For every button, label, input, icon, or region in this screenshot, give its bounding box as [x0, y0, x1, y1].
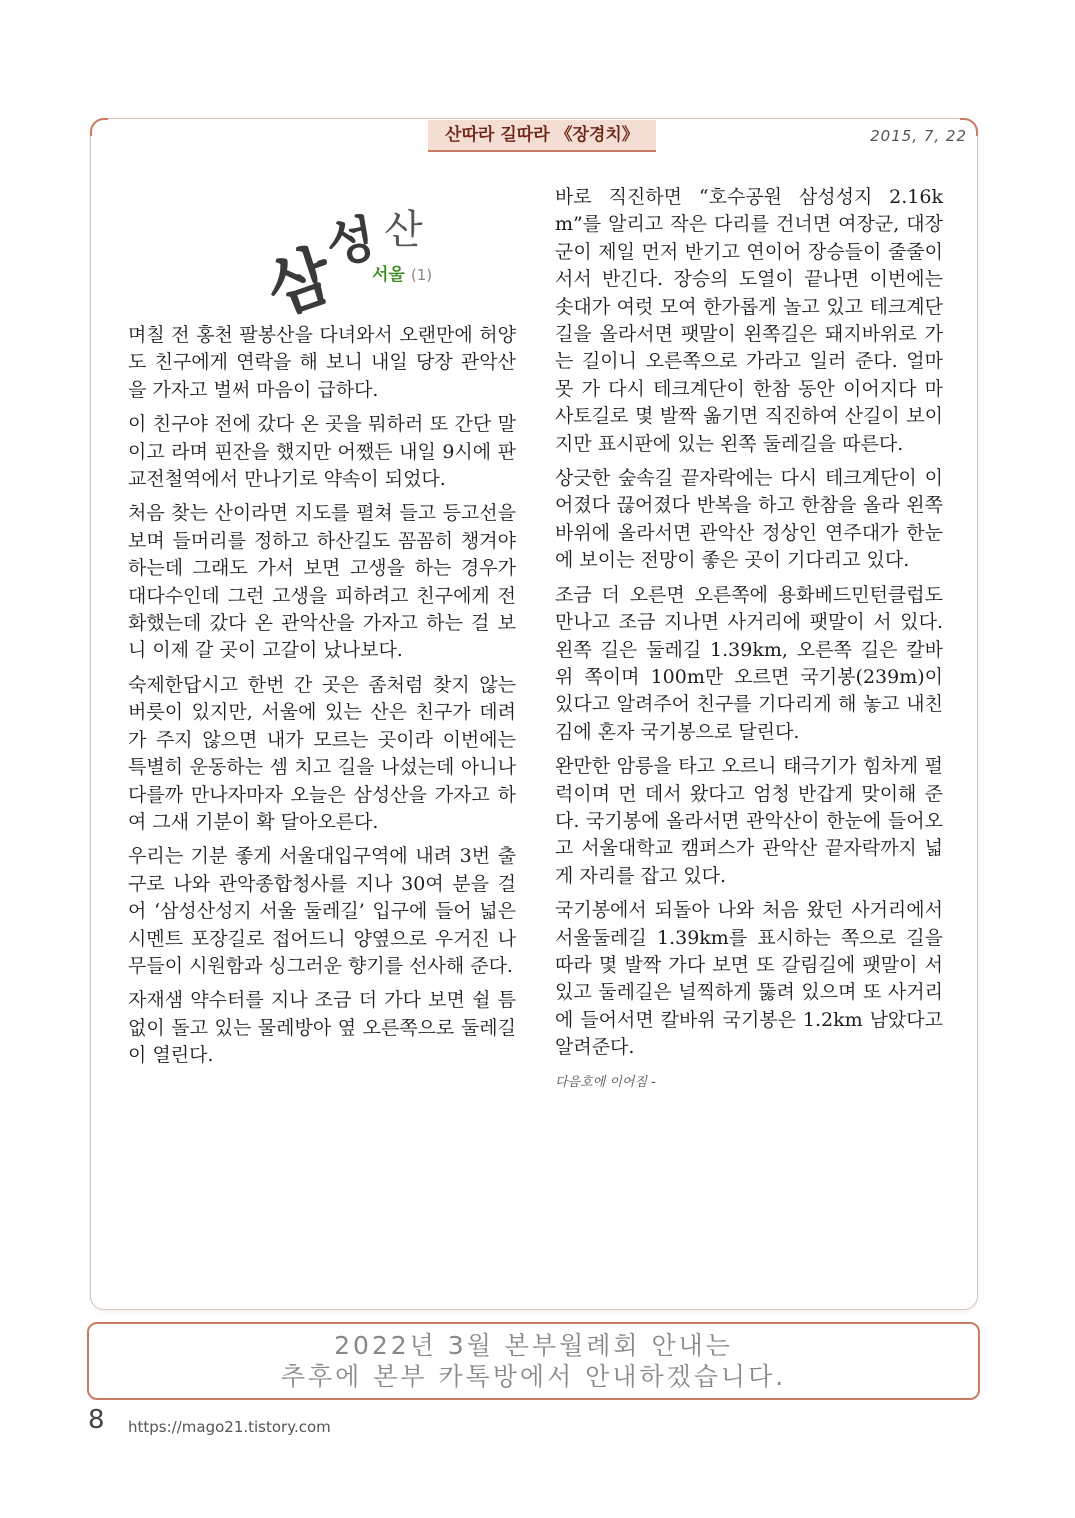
paragraph: 이 친구야 전에 갔다 온 곳을 뭐하러 또 간단 말이고 라며 핀잔을 했지만 어쨌든 내일 9시에 판교전철역에서 만나기로 약속이 되었다.	[128, 413, 516, 491]
right-column	[555, 184, 943, 1096]
paragraph: 자재샘 약수터를 지나 조금 더 가다 보면 쉴 틈 없이 돌고 있는 물레방아 옆 오른쪽으로 둘레길이 열린다.	[128, 989, 516, 1067]
continued-note: 다음호에 이어짐 -	[555, 1074, 656, 1090]
paragraph: 우리는 기분 좋게 서울대입구역에 내려 3번 출구로 나와 관악종합청사를 지나 30여 분을 걸어 ‘삼성산성지 서울 둘레길’ 입구에 들어 넓은 시멘트 포장길로 접어드니 양옆으로 우거진 나무들이 시원함과 싱그러운 향기를 선사해 준다.	[128, 845, 516, 977]
part-number: (1)	[410, 266, 433, 284]
paragraph: 조금 더 오른면 오른쪽에 용화베드민턴클럽도 만나고 조금 지나면 사거리에 팻말이 서 있다. 왼쪽 길은 둘레길 1.39km, 오른쪽 길은 칼바위 쪽이며 100m만 오르면 국기봉(239m)이 있다고 알려주어 친구를 기다리게 해 놓고 내친김에 혼자 국기봉으로 달린다.	[555, 583, 943, 743]
title-syllable-san: 산	[384, 207, 423, 253]
notice-line-1: 2022년 3월 본부월례회 안내는	[334, 1331, 733, 1360]
left-column	[128, 322, 516, 1077]
region-label	[372, 260, 432, 285]
title-syllable-seong: 성	[321, 208, 380, 275]
paragraph: 며칠 전 홍천 팔봉산을 다녀와서 오랜만에 허양도 친구에게 연락을 해 보니 내일 당장 관악산을 가자고 벌써 마음이 급하다.	[128, 324, 516, 401]
paragraph: 숙제한답시고 한번 간 곳은 좀처럼 찾지 않는 버릇이 있지만, 서울에 있는 산은 친구가 데려가 주지 않으면 내가 모르는 곳이라 이번에는 특별히 운동하는 셈 치고 길을 나섰는데 아니나 다를까 만나자마자 오늘은 삼성산을 가자고 하여 그새 기분이 확 달아오른다.	[128, 673, 516, 833]
frame-corner-ornament	[90, 118, 108, 136]
paragraph: 처음 찾는 산이라면 지도를 펼쳐 들고 등고선을 보며 들머리를 정하고 하산길도 꼼꼼히 챙겨야 하는데 그래도 가서 보면 고생을 하는 경우가 대다수인데 그런 고생을 피하려고 친구에게 전화했는데 갔다 온 관악산을 가자고 하는 걸 보니 이제 갈 곳이 고갈이 났나보다.	[128, 502, 516, 662]
title-syllable-sam: 삼	[257, 236, 339, 330]
notice-box	[87, 1322, 980, 1400]
region-name: 서울	[372, 265, 405, 285]
paragraph: 상긋한 숲속길 끝자락에는 다시 테크계단이 이어졌다 끊어졌다 반복을 하고 한참을 올라 왼쪽 바위에 올라서면 관악산 정상인 연주대가 한눈에 보이는 전망이 좋은 곳이 기다리고 있다.	[555, 467, 943, 572]
page-number: 8	[88, 1405, 105, 1435]
issue-date: 2015, 7, 22	[870, 127, 967, 145]
paragraph: 국기봉에서 되돌아 나와 처음 왔던 사거리에서 서울둘레길 1.39km를 표시하는 쪽으로 길을 따라 몇 발짝 가다 보면 또 갈림길에 팻말이 서 있고 둘레길은 널찍하게 뚫려 있으며 또 사거리에 들어서면 칼바위 국기봉은 1.2km 남았다고 알려준다.	[555, 899, 943, 1059]
notice-line-2: 추후에 본부 카톡방에서 안내하겠습니다.	[280, 1362, 787, 1391]
article-title	[257, 190, 526, 330]
column-title: 산따라 길따라 《장경치》	[428, 120, 656, 152]
footer-url[interactable]: https://mago21.tistory.com	[128, 1418, 331, 1436]
paragraph: 바로 직진하면 “호수공원 삼성성지 2.16km”를 알리고 작은 다리를 건너면 여장군, 대장군이 제일 먼저 반기고 연이어 장승들이 줄줄이 서서 반긴다. 장승의 도열이 끝나면 이번에는 솟대가 여럿 모여 한가롭게 놀고 있고 테크계단길을 올라서면 팻말이 왼쪽길은 돼지바위로 가는 길이니 오른쪽으로 가라고 일러 준다. 얼마 못 가 다시 테크계단이 한참 동안 이어지다 마사토길로 몇 발짝 옮기면 직진하여 산길이 보이지만 표시판에 있는 왼쪽 둘레길을 따른다.	[555, 186, 943, 455]
paragraph: 완만한 암릉을 타고 오르니 태극기가 힘차게 펄럭이며 먼 데서 왔다고 엄청 반갑게 맞이해 준다. 국기봉에 올라서면 관악산이 한눈에 들어오고 서울대학교 캠퍼스가 관악산 끝자락까지 넓게 자리를 잡고 있다.	[555, 755, 943, 887]
